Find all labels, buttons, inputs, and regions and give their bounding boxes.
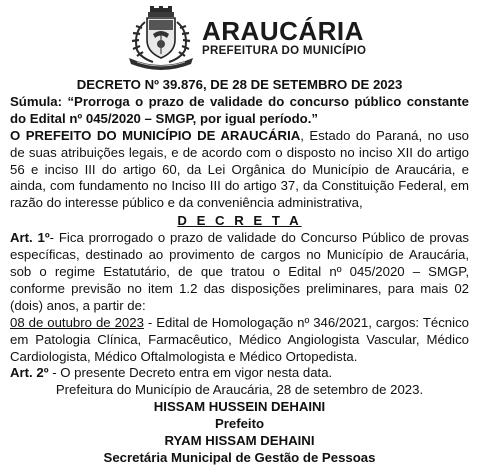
decree-body (10, 77, 469, 467)
article-1-date: 08 de outubro de 2023 (10, 314, 144, 330)
article-1-list: - Edital de Homologação nº 346/2021, cargos: Técnico em Patologia Clínica, Farmacêutico, Médico Angiologista Vascular, Médico Cardiologista, Médico Oftalmologista e Médico Ortopedista. (10, 314, 469, 364)
brand-subtitle: PREFEITURA DO MUNICÍPIO (202, 45, 367, 57)
preamble-bold: O PREFEITO DO MUNICÍPIO DE ARAUCÁRIA (10, 127, 301, 143)
brand-block (202, 18, 366, 58)
preamble-text: , Estado do Paraná, no uso de suas atribuições legais, e de acordo com o disposto no inciso XII do artigo 56 e inciso III do artigo 60, da Lei Orgânica do Município de Araucária, e ainda, com fundamento no Inciso III do artigo 37, da Constituição Federal, em razão do interesse público e da conveniência administrativa, (10, 127, 469, 211)
article-2-label: Art. 2º (10, 365, 49, 381)
decreta-heading: D E C R E T A (177, 213, 302, 229)
coat-of-arms-icon (123, 6, 199, 70)
article-1-text: - Fica prorrogado o prazo de validade do Concurso Público de provas específicas, destinado ao provimento de cargos no Município de Araucária, sob o regime Estatutário, de que tratou o Edital nº 045/2020 – SMGP, conforme previsão no item 1.2 das disposições preliminares, para mais 02 (dois) anos, a partir de: (10, 230, 469, 313)
closing-line: Prefeitura do Município de Araucária, 28 de setembro de 2023. (55, 382, 424, 398)
decree-title: DECRETO Nº 39.876, DE 28 DE SETEMBRO DE 2023 (76, 77, 403, 92)
sumula-label: Súmula: (10, 93, 63, 109)
sumula-paragraph (10, 94, 469, 128)
signer-1-role: Prefeito (214, 416, 265, 432)
article-1 (10, 230, 469, 365)
sumula-text: “Prorroga o prazo de validade do concurso público constante do Edital nº 045/2020 – SMGP, por igual período.” (10, 93, 469, 126)
article-1-label: Art. 1º (10, 230, 50, 246)
signer-2-role: Secretária Municipal de Gestão de Pessoas (103, 449, 376, 465)
preamble-paragraph (10, 128, 469, 213)
article-2 (10, 365, 469, 382)
signer-1-name: HISSAM HUSSEIN DEHAINI (153, 399, 326, 415)
article-2-text: - O presente Decreto entra em vigor nesta data. (48, 365, 333, 381)
header (0, 4, 479, 72)
brand-name: ARAUCÁRIA (202, 16, 364, 46)
signer-2-name: RYAM HISSAM DEHAINI (164, 433, 315, 449)
